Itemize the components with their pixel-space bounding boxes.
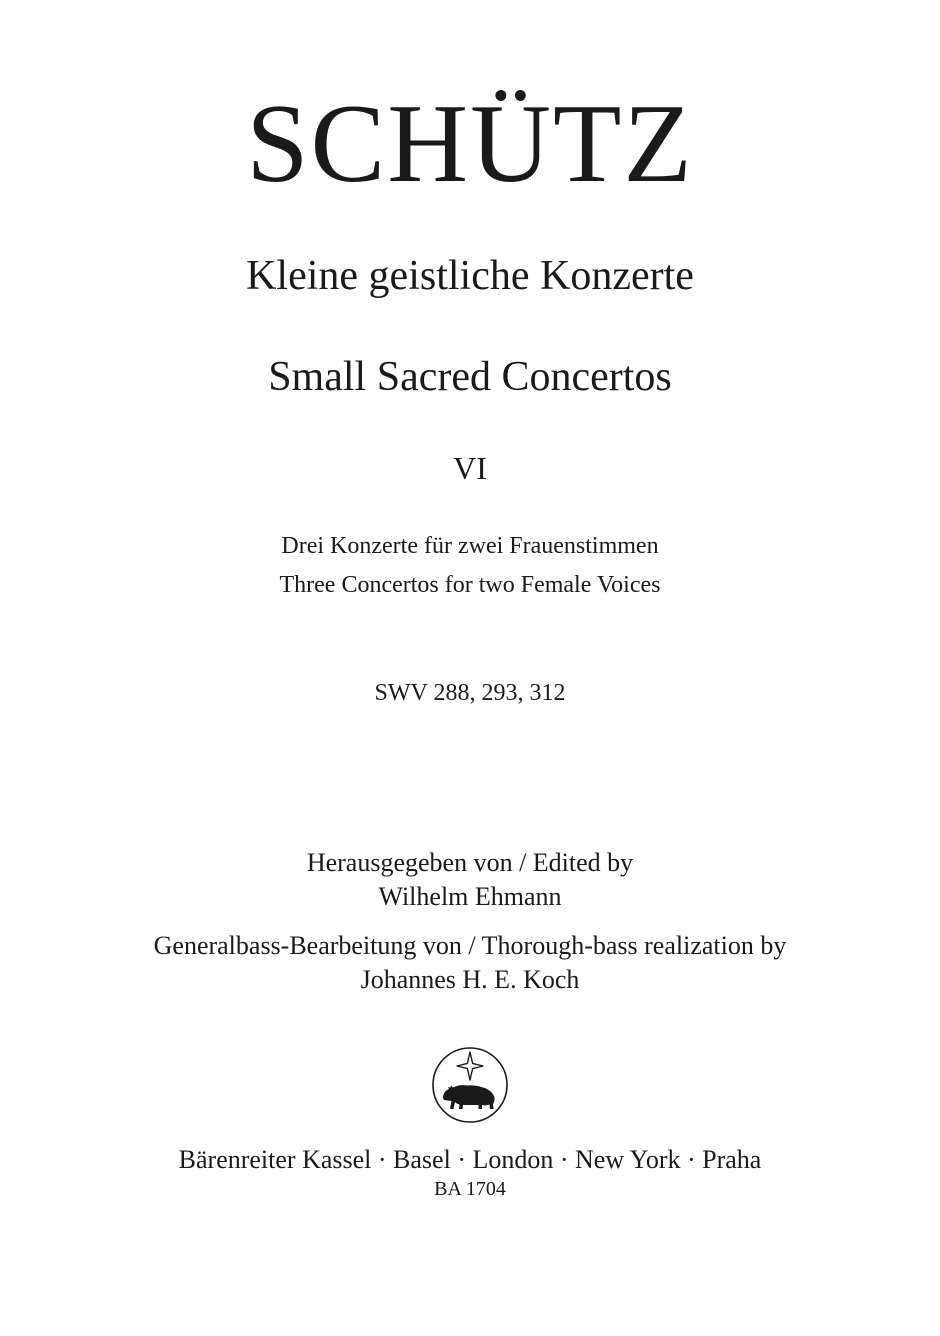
editor-name: Wilhelm Ehmann (378, 882, 562, 911)
subtitle-german: Drei Konzerte für zwei Frauenstimmen (281, 533, 659, 559)
realization-label: Generalbass-Bearbeitung von / Thorough-bass realization by (153, 931, 787, 960)
realizer-name: Johannes H. E. Koch (360, 965, 580, 994)
title-english: Small Sacred Concertos (268, 354, 672, 400)
baerenreiter-bear-star-logo-icon (431, 1046, 509, 1124)
edited-by-label: Herausgegeben von / Edited by (306, 848, 634, 877)
title-german: Kleine geistliche Konzerte (246, 253, 694, 299)
volume-number: VI (453, 450, 487, 486)
subtitle-english: Three Concertos for two Female Voices (279, 572, 661, 598)
edition-number: BA 1704 (434, 1178, 506, 1200)
publisher-cities: Bärenreiter Kassel · Basel · London · New York · Praha (178, 1145, 762, 1174)
composer-name: SCHÜTZ (246, 82, 694, 206)
catalog-numbers: SWV 288, 293, 312 (374, 680, 566, 706)
